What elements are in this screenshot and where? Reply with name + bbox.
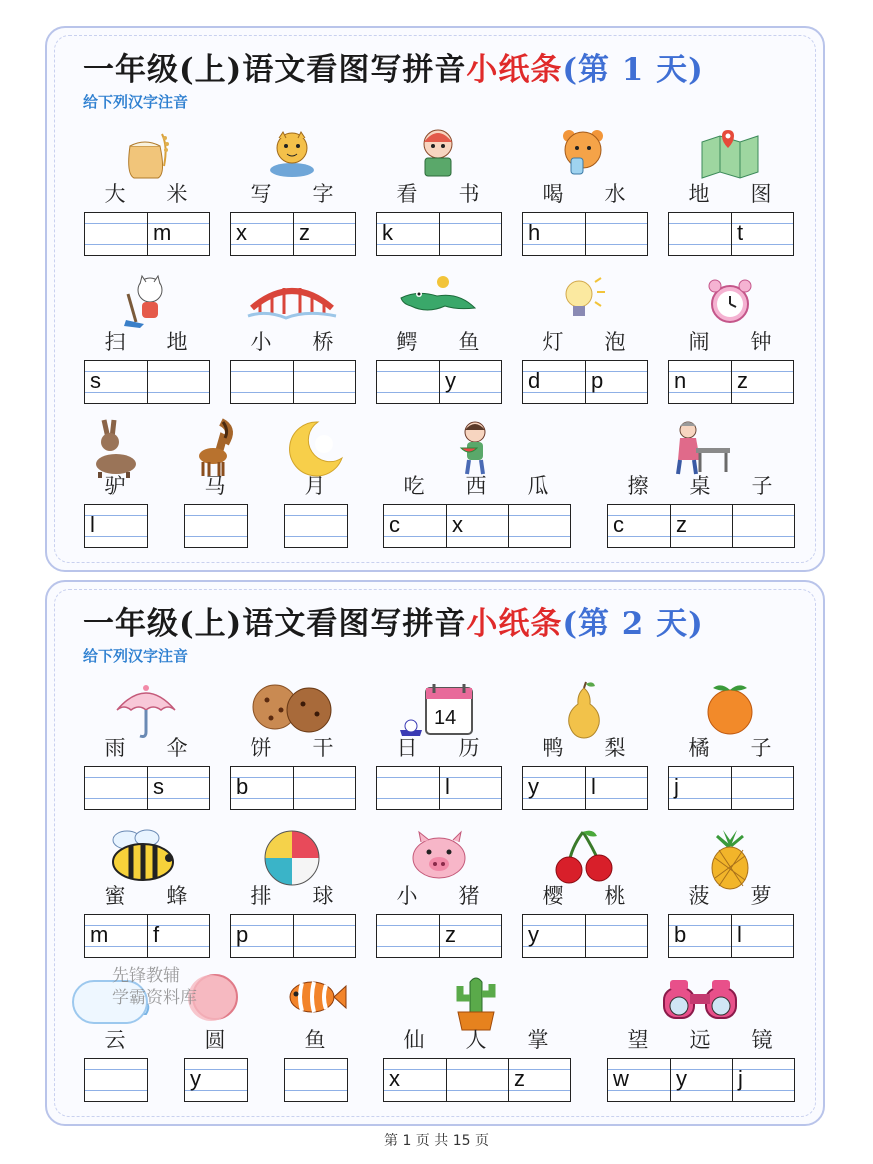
pinyin-writing-grid [668, 766, 794, 810]
pinyin-writing-grid [522, 914, 648, 958]
pinyin-cell[interactable] [585, 361, 647, 403]
hanzi-char: 饼 [250, 736, 272, 760]
pinyin-writing-grid [376, 360, 502, 404]
cat-sweeping-icon [116, 274, 176, 334]
pinyin-writing-grid [230, 212, 356, 256]
pinyin-initial: z [676, 512, 687, 537]
hanzi-char: 人 [465, 1028, 487, 1052]
pinyin-initial: n [674, 368, 687, 393]
hanzi-char: 蜂 [166, 884, 188, 908]
hanzi-char: 大 [104, 182, 126, 206]
hanzi-char: 橘 [688, 736, 710, 760]
calendar-number: 14 [434, 707, 457, 729]
instruction-text: 给下列汉字注音 [83, 93, 189, 111]
hanzi-label [607, 470, 793, 500]
pinyin-initial: b [674, 922, 687, 947]
pinyin-writing-grid [376, 914, 502, 958]
word-item [84, 828, 208, 970]
pinyin-initial: z [737, 368, 748, 393]
word-item [230, 274, 354, 416]
pinyin-cell[interactable] [439, 767, 501, 809]
hanzi-label [230, 326, 354, 356]
word-item [376, 274, 500, 416]
pinyin-initial: h [528, 220, 541, 245]
hanzi-char: 扫 [104, 330, 126, 354]
pinyin-cell[interactable] [377, 361, 439, 403]
hanzi-label [230, 880, 354, 910]
pinyin-cell[interactable] [377, 213, 439, 255]
hanzi-char: 仙 [403, 1028, 425, 1052]
word-item [668, 274, 792, 416]
pinyin-initial: p [236, 922, 249, 947]
hanzi-label [376, 326, 500, 356]
pinyin-writing-grid [84, 766, 210, 810]
pinyin-initial: s [153, 774, 164, 799]
hanzi-label [522, 732, 646, 762]
hanzi-label [668, 178, 792, 208]
hanzi-char: 菠 [688, 884, 710, 908]
hanzi-label [84, 178, 208, 208]
hanzi-char: 望 [627, 1028, 649, 1052]
hanzi-char: 小 [396, 884, 418, 908]
pinyin-initial: m [90, 922, 109, 947]
pinyin-initial: y [528, 922, 539, 947]
hanzi-char: 子 [751, 474, 773, 498]
hanzi-label [376, 178, 500, 208]
hanzi-label [376, 880, 500, 910]
hanzi-label [522, 326, 646, 356]
word-item [230, 680, 354, 822]
hanzi-label [84, 326, 208, 356]
pinyin-cell[interactable] [523, 361, 585, 403]
hanzi-char: 萝 [750, 884, 772, 908]
pinyin-writing-grid [383, 1058, 571, 1102]
pinyin-initial: t [737, 220, 744, 245]
pinyin-cell[interactable] [439, 915, 501, 957]
hanzi-char: 图 [750, 182, 772, 206]
pinyin-writing-grid [230, 914, 356, 958]
hanzi-label [522, 178, 646, 208]
pinyin-cell[interactable] [85, 767, 147, 809]
pinyin-cell[interactable] [147, 213, 209, 255]
hanzi-char: 猪 [458, 884, 480, 908]
pinyin-cell[interactable] [231, 915, 293, 957]
hanzi-char: 米 [166, 182, 188, 206]
pinyin-initial: b [236, 774, 249, 799]
word-item [522, 126, 646, 268]
pinyin-initial: s [90, 368, 101, 393]
hanzi-char: 球 [312, 884, 334, 908]
pinyin-writing-grid [522, 766, 648, 810]
hanzi-char: 干 [312, 736, 334, 760]
pinyin-cell[interactable] [85, 213, 147, 255]
pinyin-initial: l [445, 774, 450, 799]
pinyin-cell[interactable] [185, 1059, 247, 1101]
pinyin-initial: f [153, 922, 160, 947]
orange-icon [699, 680, 761, 740]
word-item [84, 274, 208, 416]
pinyin-cell[interactable] [670, 505, 732, 547]
hanzi-char: 鱼 [458, 330, 480, 354]
pinyin-cell[interactable] [285, 505, 347, 547]
word-item [607, 972, 793, 1114]
pinyin-cell[interactable] [732, 505, 794, 547]
pinyin-cell[interactable] [147, 767, 209, 809]
pinyin-cell[interactable] [85, 1059, 147, 1101]
hanzi-label [284, 470, 346, 500]
hanzi-char: 泡 [604, 330, 626, 354]
rice-sack-icon [116, 126, 176, 186]
pinyin-initial: p [591, 368, 604, 393]
pinyin-initial: y [676, 1066, 687, 1091]
pinyin-writing-grid [383, 504, 571, 548]
pinyin-writing-grid [84, 360, 210, 404]
hanzi-char: 子 [750, 736, 772, 760]
girl-reading-icon [413, 126, 463, 186]
pinyin-cell[interactable] [285, 1059, 347, 1101]
pinyin-cell[interactable] [670, 1059, 732, 1101]
word-item [383, 972, 569, 1114]
pinyin-initial: z [445, 922, 456, 947]
hanzi-char: 写 [250, 182, 272, 206]
hanzi-char: 樱 [542, 884, 564, 908]
hanzi-label [84, 1024, 146, 1054]
pinyin-cell[interactable] [147, 361, 209, 403]
hanzi-char: 西 [465, 474, 487, 498]
hanzi-label [84, 732, 208, 762]
pinyin-cell[interactable] [669, 361, 731, 403]
hanzi-char: 桌 [689, 474, 711, 498]
pinyin-cell[interactable] [231, 767, 293, 809]
pinyin-cell[interactable] [446, 1059, 508, 1101]
pinyin-initial: j [738, 1066, 743, 1091]
hanzi-char: 字 [312, 182, 334, 206]
hanzi-char: 地 [166, 330, 188, 354]
word-item [84, 126, 208, 268]
pinyin-writing-grid [284, 504, 348, 548]
word-item [668, 680, 792, 822]
pinyin-initial: m [153, 220, 172, 245]
word-item [376, 126, 500, 268]
hanzi-label [668, 732, 792, 762]
pinyin-writing-grid [230, 360, 356, 404]
pinyin-cell[interactable] [293, 767, 355, 809]
hanzi-char: 远 [689, 1028, 711, 1052]
pig-icon [405, 828, 471, 888]
hanzi-char: 喝 [542, 182, 564, 206]
pinyin-initial: y [528, 774, 539, 799]
pinyin-cell[interactable] [439, 361, 501, 403]
pinyin-initial: l [737, 922, 742, 947]
pinyin-cell[interactable] [731, 767, 793, 809]
hanzi-char: 梨 [604, 736, 626, 760]
word-item [230, 126, 354, 268]
pinyin-initial: c [389, 512, 400, 537]
crocodile-icon [397, 274, 479, 330]
word-item [84, 418, 146, 560]
hanzi-label [184, 470, 246, 500]
pinyin-cell[interactable] [523, 767, 585, 809]
pinyin-cell[interactable] [439, 213, 501, 255]
hanzi-char: 鸭 [542, 736, 564, 760]
pinyin-initial: k [382, 220, 393, 245]
pinyin-cell[interactable] [508, 505, 570, 547]
pinyin-writing-grid [84, 1058, 148, 1102]
pinyin-cell[interactable] [147, 915, 209, 957]
pinyin-initial: x [389, 1066, 400, 1091]
hanzi-char: 鱼 [304, 1028, 326, 1052]
hanzi-char: 日 [396, 736, 418, 760]
page-title: 一年级(上)语文看图写拼音小纸条(第 1 天) [83, 52, 704, 88]
word-item [230, 828, 354, 970]
pinyin-cell[interactable] [293, 915, 355, 957]
word-item [668, 828, 792, 970]
pinyin-cell[interactable] [85, 361, 147, 403]
hanzi-char: 镜 [751, 1028, 773, 1052]
pinyin-cell[interactable] [231, 361, 293, 403]
hanzi-char: 马 [204, 474, 226, 498]
pinyin-cell[interactable] [384, 505, 446, 547]
hanzi-label [84, 880, 208, 910]
word-item [284, 418, 346, 560]
pinyin-writing-grid [668, 914, 794, 958]
hanzi-char: 桥 [312, 330, 334, 354]
pinyin-initial: w [613, 1066, 629, 1091]
hanzi-char: 云 [104, 1028, 126, 1052]
hanzi-label [230, 732, 354, 762]
worksheet-day-1 [45, 26, 825, 572]
clownfish-icon [282, 972, 348, 1026]
hanzi-char: 闹 [688, 330, 710, 354]
pinyin-cell[interactable] [446, 505, 508, 547]
pinyin-writing-grid [184, 1058, 248, 1102]
hanzi-label [607, 1024, 793, 1054]
pinyin-initial: l [90, 512, 95, 537]
pinyin-cell[interactable] [608, 505, 670, 547]
page-title: 一年级(上)语文看图写拼音小纸条(第 2 天) [83, 606, 704, 642]
pinyin-cell[interactable] [85, 915, 147, 957]
word-item [522, 828, 646, 970]
pinyin-initial: y [445, 368, 456, 393]
pinyin-cell[interactable] [585, 767, 647, 809]
word-item [607, 418, 793, 560]
word-item [383, 418, 569, 560]
hanzi-char: 桃 [604, 884, 626, 908]
word-item [376, 680, 500, 822]
hanzi-char: 吃 [403, 474, 425, 498]
pinyin-cell[interactable] [523, 213, 585, 255]
hanzi-label [184, 1024, 246, 1054]
hanzi-label [522, 880, 646, 910]
hanzi-char: 蜜 [104, 884, 126, 908]
hanzi-label [668, 326, 792, 356]
word-item [522, 274, 646, 416]
hanzi-char: 水 [604, 182, 626, 206]
pinyin-writing-grid [84, 212, 210, 256]
bear-drinking-icon [557, 126, 611, 186]
page-number: 第 1 页 共 15 页 [384, 1133, 489, 1149]
binoculars-icon [658, 972, 742, 1030]
pinyin-cell[interactable] [732, 1059, 794, 1101]
watermark: 先锋教辅 学霸资料库 [112, 966, 197, 1008]
hanzi-char: 地 [688, 182, 710, 206]
pinyin-cell[interactable] [669, 213, 731, 255]
hanzi-char: 瓜 [527, 474, 549, 498]
pinyin-initial: x [452, 512, 463, 537]
hanzi-char: 书 [458, 182, 480, 206]
hanzi-char: 排 [250, 884, 272, 908]
pinyin-writing-grid [184, 504, 248, 548]
pinyin-writing-grid [668, 360, 794, 404]
pinyin-cell[interactable] [608, 1059, 670, 1101]
hanzi-char: 灯 [542, 330, 564, 354]
hanzi-char: 钟 [750, 330, 772, 354]
pinyin-writing-grid [522, 360, 648, 404]
pinyin-writing-grid [668, 212, 794, 256]
tiger-writing-icon [267, 126, 317, 186]
hanzi-label [284, 1024, 346, 1054]
pinyin-initial: x [236, 220, 247, 245]
pinyin-writing-grid [84, 914, 210, 958]
pinyin-cell[interactable] [731, 915, 793, 957]
pinyin-cell[interactable] [384, 1059, 446, 1101]
hanzi-char: 历 [458, 736, 480, 760]
pinyin-writing-grid [376, 766, 502, 810]
pinyin-initial: l [591, 774, 596, 799]
pinyin-initial: c [613, 512, 624, 537]
pinyin-cell[interactable] [377, 915, 439, 957]
word-item [668, 126, 792, 268]
hanzi-label [376, 732, 500, 762]
pinyin-cell[interactable] [523, 915, 585, 957]
hanzi-char: 鳄 [396, 330, 418, 354]
pinyin-cell[interactable] [585, 213, 647, 255]
pinyin-cell[interactable] [293, 213, 355, 255]
hanzi-char: 看 [396, 182, 418, 206]
pinyin-writing-grid [84, 504, 148, 548]
pinyin-writing-grid [607, 1058, 795, 1102]
pinyin-writing-grid [376, 212, 502, 256]
hanzi-label [383, 470, 569, 500]
hanzi-char: 驴 [104, 474, 126, 498]
hanzi-char: 掌 [527, 1028, 549, 1052]
pinyin-writing-grid [607, 504, 795, 548]
pinyin-writing-grid [230, 766, 356, 810]
word-item [376, 828, 500, 970]
pinyin-cell[interactable] [731, 213, 793, 255]
pinyin-writing-grid [522, 212, 648, 256]
pinyin-initial: z [299, 220, 310, 245]
map-icon [698, 126, 762, 186]
instruction-text: 给下列汉字注音 [83, 647, 189, 665]
bridge-icon [246, 274, 338, 330]
hanzi-char: 圆 [204, 1028, 226, 1052]
hanzi-char: 月 [304, 474, 326, 498]
hanzi-label [668, 880, 792, 910]
pinyin-cell[interactable] [731, 361, 793, 403]
pinyin-cell[interactable] [377, 767, 439, 809]
pinyin-cell[interactable] [185, 505, 247, 547]
word-item [84, 680, 208, 822]
pinyin-cell[interactable] [669, 767, 731, 809]
word-item [522, 680, 646, 822]
hanzi-label [383, 1024, 569, 1054]
word-item [284, 972, 346, 1114]
pinyin-cell[interactable] [293, 361, 355, 403]
pinyin-writing-grid [284, 1058, 348, 1102]
hanzi-label [230, 178, 354, 208]
hanzi-char: 伞 [166, 736, 188, 760]
pinyin-cell[interactable] [508, 1059, 570, 1101]
pinyin-cell[interactable] [85, 505, 147, 547]
worksheet-day-2 [45, 580, 825, 1126]
pinyin-initial: z [514, 1066, 525, 1091]
pinyin-initial: j [674, 774, 679, 799]
pinyin-initial: y [190, 1066, 201, 1091]
pinyin-initial: d [528, 368, 541, 393]
hanzi-char: 雨 [104, 736, 126, 760]
pinyin-cell[interactable] [231, 213, 293, 255]
word-item [184, 418, 246, 560]
pinyin-cell[interactable] [585, 915, 647, 957]
hanzi-label [84, 470, 146, 500]
cookies-icon [247, 680, 337, 738]
hanzi-char: 擦 [627, 474, 649, 498]
pinyin-cell[interactable] [669, 915, 731, 957]
hanzi-char: 小 [250, 330, 272, 354]
